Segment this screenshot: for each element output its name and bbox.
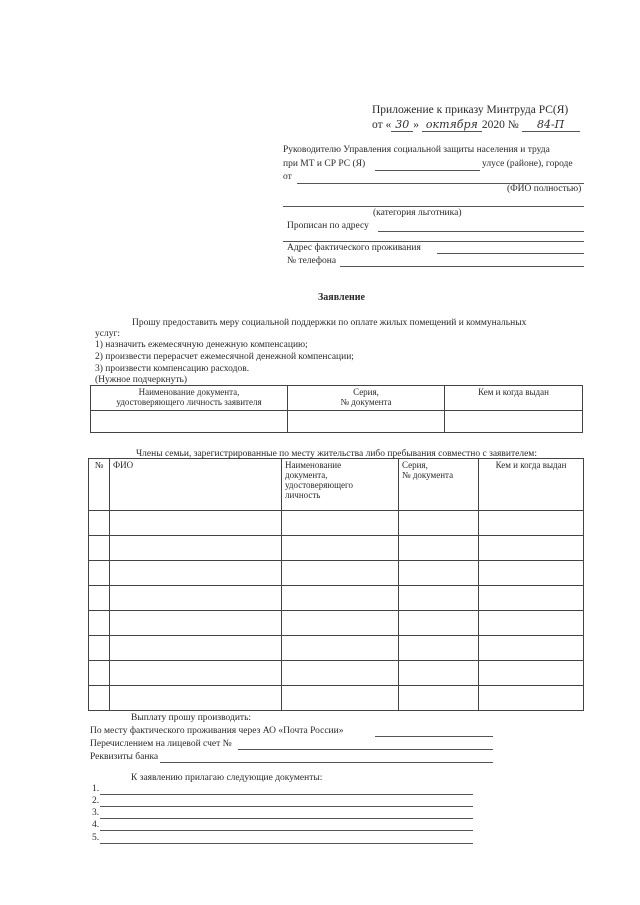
fio-hint: (ФИО полностью) — [507, 184, 582, 194]
cell[interactable] — [282, 636, 399, 661]
family-header-doc-line2: документа, — [285, 470, 328, 480]
attachment-field-3[interactable] — [100, 818, 473, 819]
order-year: 2020 № — [481, 119, 519, 131]
doc-header-name-line2: удостоверяющего личность заявителя — [116, 397, 262, 407]
cell[interactable] — [399, 686, 479, 711]
option-3[interactable]: 3) произвести компенсацию расходов. — [95, 364, 250, 374]
cell[interactable] — [89, 686, 110, 711]
account-number-field[interactable] — [238, 749, 493, 750]
cell[interactable] — [110, 661, 282, 686]
family-members-table — [88, 458, 584, 711]
table-row — [89, 686, 584, 711]
request-line1: Прошу предоставить меру социальной поддержки по оплате жилых помещений и коммунальных — [132, 318, 527, 328]
table-row — [89, 586, 584, 611]
cell[interactable] — [110, 536, 282, 561]
payment-intro: Выплату прошу производить: — [131, 713, 252, 723]
option-2[interactable]: 2) произвести перерасчет ежемесячной денежной компенсации; — [95, 352, 354, 362]
cell[interactable] — [282, 686, 399, 711]
table-row — [89, 511, 584, 536]
attachment-num-1: 1. — [92, 784, 100, 794]
actual-address-label: Адрес фактического проживания — [287, 243, 421, 253]
attachment-field-2[interactable] — [100, 806, 473, 807]
order-date-line — [372, 118, 580, 132]
attachment-field-4[interactable] — [100, 830, 473, 831]
cell[interactable] — [479, 661, 584, 686]
family-caption: Члены семьи, зарегистрированные по месту жительства либо пребывания совместно с заявителем: — [136, 449, 537, 459]
order-day: 30 — [391, 118, 413, 132]
cell[interactable] — [89, 561, 110, 586]
cell[interactable] — [479, 586, 584, 611]
table-row — [89, 661, 584, 686]
family-header-issued: Кем и когда выдан — [479, 459, 584, 511]
attachment-num-2: 2. — [92, 796, 100, 806]
cell[interactable] — [282, 536, 399, 561]
attachment-field-1[interactable] — [100, 794, 473, 795]
phone-field[interactable] — [340, 266, 584, 267]
family-header-series — [399, 459, 479, 511]
cell[interactable] — [89, 611, 110, 636]
cell[interactable] — [479, 511, 584, 536]
cell[interactable] — [399, 511, 479, 536]
document-title: Заявление — [318, 292, 365, 303]
attachment-field-5[interactable] — [100, 843, 473, 844]
from-label: от — [283, 172, 292, 182]
payment-account-label: Перечислением на лицевой счет № — [90, 739, 232, 749]
cell[interactable] — [399, 661, 479, 686]
table-row — [91, 411, 583, 433]
option-1[interactable]: 1) назначить ежемесячную денежную компенсацию; — [95, 340, 308, 350]
cell[interactable] — [399, 586, 479, 611]
table-row — [89, 636, 584, 661]
cell[interactable] — [399, 561, 479, 586]
payment-post-field[interactable] — [375, 736, 493, 737]
cell[interactable] — [110, 686, 282, 711]
doc-table-header-series — [288, 386, 445, 411]
district-field[interactable] — [375, 170, 480, 171]
family-header-fio: ФИО — [110, 459, 282, 511]
registered-address-label: Прописан по адресу — [287, 221, 369, 231]
cell[interactable] — [479, 686, 584, 711]
cell[interactable] — [89, 586, 110, 611]
doc-name-cell[interactable] — [91, 411, 288, 433]
registered-address-field-2[interactable] — [283, 241, 584, 242]
family-header-num: № — [89, 459, 110, 511]
cell[interactable] — [110, 586, 282, 611]
payment-post-label: По месту фактического проживания через АО «Почта России» — [90, 726, 344, 736]
applicant-document-table — [90, 385, 583, 433]
order-date-mid: » — [413, 119, 419, 131]
cell[interactable] — [110, 561, 282, 586]
category-hint: (категория льготника) — [373, 208, 462, 218]
doc-header-issued: Кем и когда выдан — [478, 387, 549, 397]
cell[interactable] — [479, 611, 584, 636]
phone-label: № телефона — [287, 256, 337, 266]
attachment-num-5: 5. — [92, 833, 100, 843]
cell[interactable] — [282, 661, 399, 686]
table-row — [89, 536, 584, 561]
attachments-intro: К заявлению прилагаю следующие документы: — [131, 773, 323, 783]
registered-address-field[interactable] — [378, 231, 584, 232]
family-header-doc — [282, 459, 399, 511]
attachment-num-3: 3. — [92, 808, 100, 818]
cell[interactable] — [479, 636, 584, 661]
cell[interactable] — [399, 536, 479, 561]
cell[interactable] — [399, 636, 479, 661]
addressee-line2-start: при МТ и СР РС (Я) — [283, 159, 366, 169]
cell[interactable] — [282, 586, 399, 611]
family-header-doc-line1: Наименование — [285, 460, 342, 470]
table-row — [89, 611, 584, 636]
cell[interactable] — [89, 536, 110, 561]
cell[interactable] — [479, 561, 584, 586]
appendix-heading: Приложение к приказу Минтруда РС(Я) — [372, 104, 569, 116]
addressee-line2-end: улусе (районе), городе — [482, 159, 573, 169]
actual-address-field[interactable] — [437, 253, 584, 254]
table-row — [89, 561, 584, 586]
family-header-series-line1: Серия, — [402, 460, 428, 470]
attachment-num-4: 4. — [92, 820, 100, 830]
cell[interactable] — [282, 611, 399, 636]
cell[interactable] — [479, 536, 584, 561]
order-month: октября — [422, 118, 482, 132]
doc-header-series-line2: № документа — [340, 397, 392, 407]
order-number: 84-П — [522, 118, 580, 132]
cell[interactable] — [399, 611, 479, 636]
doc-header-series-line1: Серия, — [353, 387, 379, 397]
addressee-line1: Руководителю Управления социальной защиты населения и труда — [283, 145, 550, 155]
doc-series-cell[interactable] — [288, 411, 445, 433]
cell[interactable] — [110, 511, 282, 536]
family-header-doc-line4: личность — [285, 490, 321, 500]
underline-hint: (Нужное подчеркнуть) — [95, 375, 187, 385]
cell[interactable] — [89, 511, 110, 536]
cell[interactable] — [110, 611, 282, 636]
cell[interactable] — [282, 561, 399, 586]
doc-table-header-name — [91, 386, 288, 411]
cell[interactable] — [282, 511, 399, 536]
doc-issued-cell[interactable] — [445, 411, 583, 433]
cell[interactable] — [110, 636, 282, 661]
bank-details-label: Реквизиты банка — [90, 752, 159, 762]
category-field[interactable] — [283, 206, 584, 207]
bank-details-field[interactable] — [160, 762, 493, 763]
request-line2: услуг: — [95, 329, 120, 339]
family-header-series-line2: № документа — [402, 470, 454, 480]
cell[interactable] — [89, 636, 110, 661]
doc-table-header-issued — [445, 386, 583, 411]
cell[interactable] — [89, 661, 110, 686]
doc-header-name-line1: Наименование документа, — [138, 387, 240, 397]
family-header-doc-line3: удостоверяющего — [285, 480, 353, 490]
order-date-prefix: от « — [372, 119, 392, 131]
